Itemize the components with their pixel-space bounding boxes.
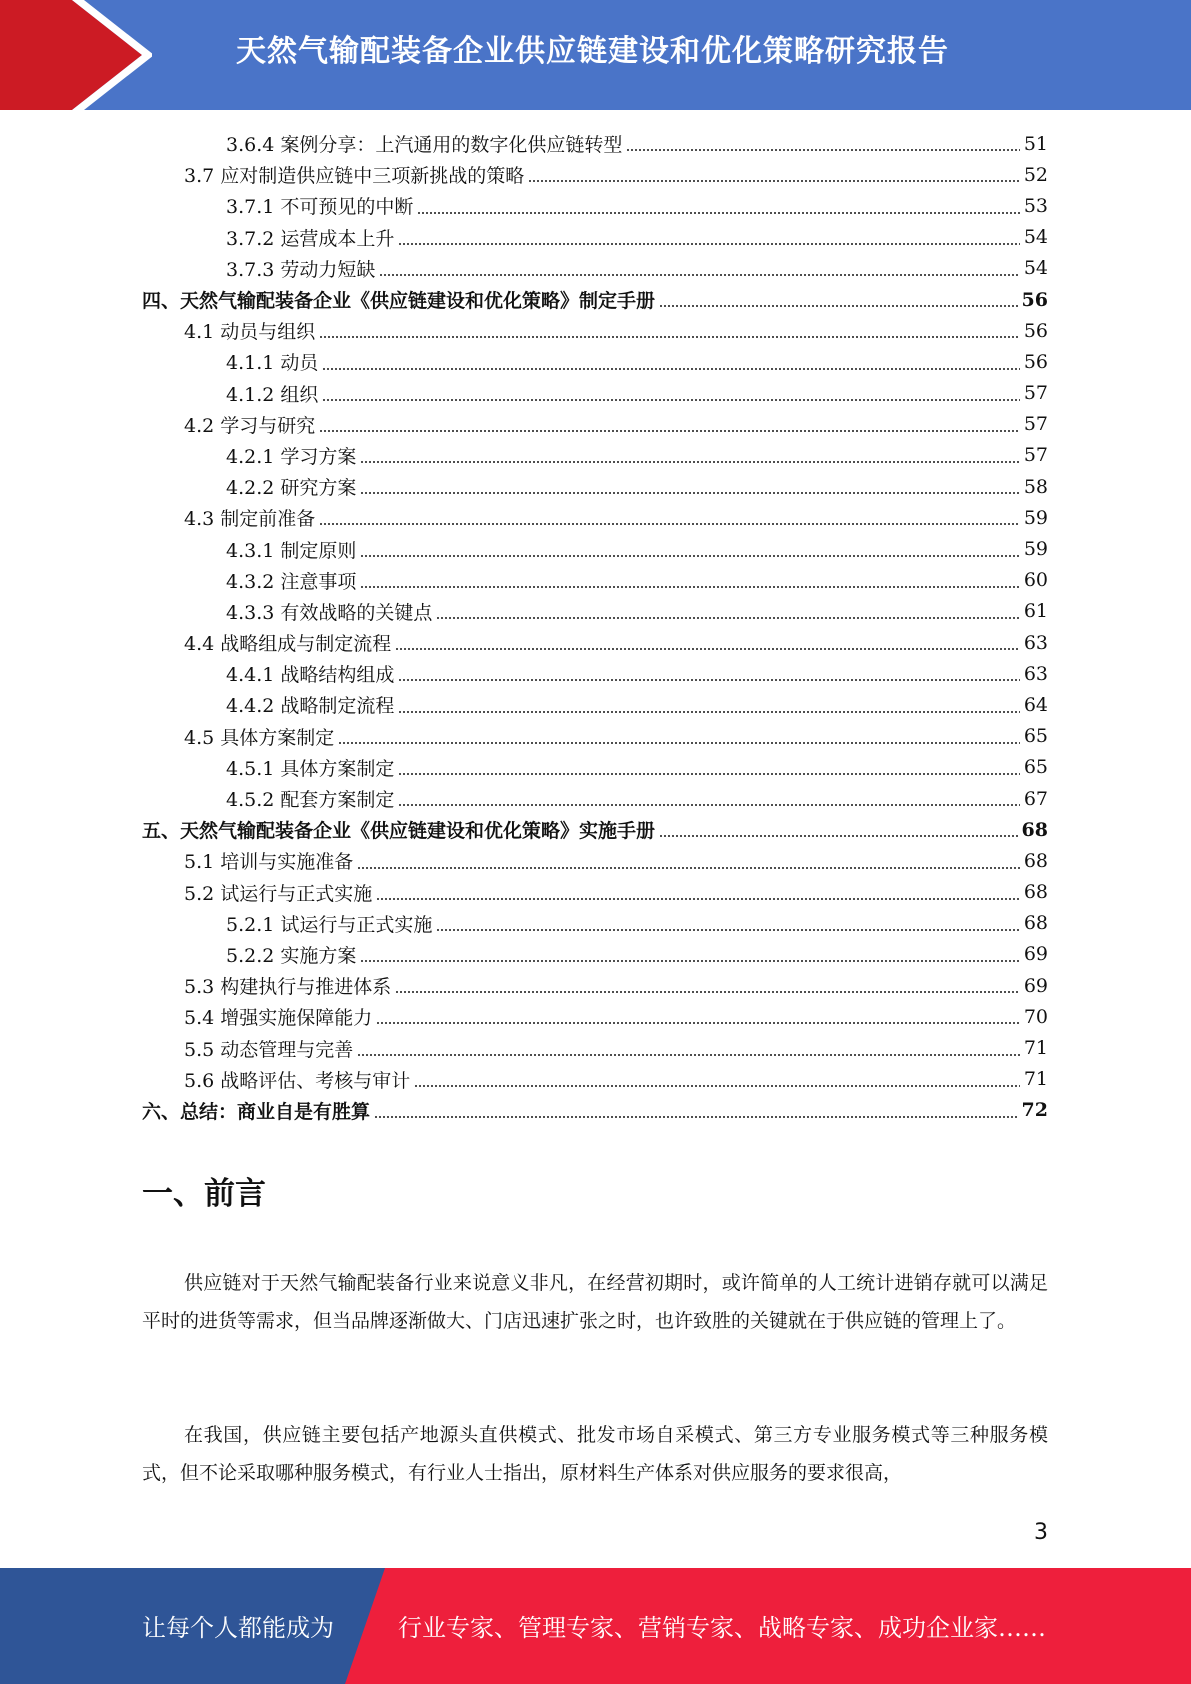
toc-entry-page: 51 bbox=[1023, 132, 1048, 155]
toc-entry-label: 4.5.1 具体方案制定 bbox=[226, 754, 396, 781]
toc-leader-dots bbox=[338, 742, 1020, 744]
toc-entry-page: 63 bbox=[1023, 662, 1048, 685]
toc-entry-page: 70 bbox=[1023, 1005, 1048, 1028]
toc-entry[interactable] bbox=[142, 502, 1048, 533]
toc-entry[interactable] bbox=[142, 159, 1048, 190]
toc-entry[interactable] bbox=[142, 190, 1048, 221]
toc-entry-label: 4.3.2 注意事项 bbox=[226, 567, 358, 594]
toc-entry[interactable] bbox=[142, 658, 1048, 689]
toc-leader-dots bbox=[414, 1085, 1020, 1087]
table-of-contents bbox=[142, 128, 1048, 1126]
toc-entry-page: 71 bbox=[1023, 1037, 1048, 1060]
toc-leader-dots bbox=[322, 399, 1019, 401]
toc-leader-dots bbox=[398, 711, 1019, 713]
toc-leader-dots bbox=[376, 898, 1020, 900]
toc-leader-dots bbox=[398, 243, 1019, 245]
toc-entry-page: 68 bbox=[1021, 818, 1048, 841]
toc-entry-label: 4.3.3 有效战略的关键点 bbox=[226, 598, 434, 625]
toc-leader-dots bbox=[376, 1022, 1020, 1024]
toc-entry[interactable] bbox=[142, 471, 1048, 502]
toc-entry-page: 61 bbox=[1023, 600, 1048, 623]
toc-leader-dots bbox=[357, 867, 1020, 869]
toc-entry-label: 4.1.2 组织 bbox=[226, 380, 320, 407]
toc-leader-dots bbox=[319, 430, 1020, 432]
toc-leader-dots bbox=[398, 773, 1019, 775]
toc-entry-page: 69 bbox=[1023, 943, 1048, 966]
toc-entry[interactable] bbox=[142, 814, 1048, 845]
toc-entry[interactable] bbox=[142, 1032, 1048, 1063]
toc-entry-page: 56 bbox=[1021, 288, 1048, 311]
toc-entry-label: 四、天然气输配装备企业《供应链建设和优化策略》制定手册 bbox=[142, 286, 657, 313]
toc-entry-page: 72 bbox=[1021, 1099, 1048, 1122]
toc-entry[interactable] bbox=[142, 1095, 1048, 1126]
toc-leader-dots bbox=[360, 492, 1019, 494]
toc-entry-label: 3.7.1 不可预见的中断 bbox=[226, 192, 415, 219]
toc-entry-label: 六、总结：商业自是有胜算 bbox=[142, 1097, 372, 1124]
toc-entry-page: 54 bbox=[1023, 226, 1048, 249]
toc-leader-dots bbox=[436, 929, 1019, 931]
toc-entry[interactable] bbox=[142, 845, 1048, 876]
toc-leader-dots bbox=[360, 555, 1019, 557]
toc-leader-dots bbox=[395, 991, 1020, 993]
toc-entry-label: 4.4.1 战略结构组成 bbox=[226, 660, 396, 687]
toc-entry[interactable] bbox=[142, 409, 1048, 440]
paragraph-2: 在我国，供应链主要包括产地源头直供模式、批发市场自采模式、第三方专业服务模式等三种服务模式，但不论采取哪种服务模式，有行业人士指出，原材料生产体系对供应服务的要求很高， bbox=[142, 1424, 1048, 1484]
toc-entry[interactable] bbox=[142, 1001, 1048, 1032]
toc-leader-dots bbox=[374, 1116, 1018, 1118]
toc-entry-label: 4.1 动员与组织 bbox=[184, 317, 317, 344]
toc-entry[interactable] bbox=[142, 284, 1048, 315]
toc-entry-page: 57 bbox=[1023, 444, 1048, 467]
toc-leader-dots bbox=[319, 336, 1020, 338]
toc-entry-label: 4.2.1 学习方案 bbox=[226, 442, 358, 469]
toc-entry-page: 59 bbox=[1023, 538, 1048, 561]
toc-entry-page: 63 bbox=[1023, 631, 1048, 654]
toc-entry[interactable] bbox=[142, 689, 1048, 720]
toc-entry[interactable] bbox=[142, 565, 1048, 596]
toc-entry-page: 65 bbox=[1023, 725, 1048, 748]
toc-entry-page: 68 bbox=[1023, 912, 1048, 935]
toc-entry-label: 五、天然气输配装备企业《供应链建设和优化策略》实施手册 bbox=[142, 816, 657, 843]
header-chevron-icon bbox=[62, 0, 152, 110]
toc-entry-page: 56 bbox=[1023, 350, 1048, 373]
page-footer bbox=[0, 1568, 1191, 1684]
toc-entry-page: 54 bbox=[1023, 257, 1048, 280]
header-title: 天然气输配装备企业供应链建设和优化策略研究报告 bbox=[236, 34, 949, 69]
toc-leader-dots bbox=[528, 180, 1020, 182]
toc-leader-dots bbox=[659, 835, 1018, 837]
toc-entry-label: 3.7.3 劳动力短缺 bbox=[226, 255, 377, 282]
toc-entry[interactable] bbox=[142, 222, 1048, 253]
toc-leader-dots bbox=[357, 1054, 1020, 1056]
toc-entry-label: 4.4.2 战略制定流程 bbox=[226, 691, 396, 718]
toc-leader-dots bbox=[398, 679, 1019, 681]
toc-entry-page: 57 bbox=[1023, 413, 1048, 436]
toc-entry[interactable] bbox=[142, 253, 1048, 284]
toc-leader-dots bbox=[360, 461, 1019, 463]
footer-slogan-right: 行业专家、管理专家、营销专家、战略专家、成功企业家…… bbox=[398, 1614, 1046, 1642]
toc-entry-label: 5.5 动态管理与完善 bbox=[184, 1035, 355, 1062]
toc-entry[interactable] bbox=[142, 783, 1048, 814]
toc-entry-label: 3.6.4 案例分享：上汽通用的数字化供应链转型 bbox=[226, 130, 624, 157]
toc-leader-dots bbox=[379, 274, 1019, 276]
toc-entry-label: 4.2.2 研究方案 bbox=[226, 473, 358, 500]
toc-entry[interactable] bbox=[142, 346, 1048, 377]
toc-entry[interactable] bbox=[142, 533, 1048, 564]
toc-entry[interactable] bbox=[142, 752, 1048, 783]
toc-entry-label: 5.2 试运行与正式实施 bbox=[184, 879, 374, 906]
toc-entry-page: 69 bbox=[1023, 974, 1048, 997]
toc-entry-page: 57 bbox=[1023, 382, 1048, 405]
toc-leader-dots bbox=[436, 617, 1019, 619]
toc-entry-page: 52 bbox=[1023, 163, 1048, 186]
toc-leader-dots bbox=[398, 804, 1019, 806]
toc-entry-label: 4.5.2 配套方案制定 bbox=[226, 785, 396, 812]
toc-entry[interactable] bbox=[142, 721, 1048, 752]
toc-entry-page: 59 bbox=[1023, 506, 1048, 529]
toc-entry[interactable] bbox=[142, 1064, 1048, 1095]
toc-entry[interactable] bbox=[142, 627, 1048, 658]
toc-entry[interactable] bbox=[142, 596, 1048, 627]
toc-entry-page: 64 bbox=[1023, 693, 1048, 716]
toc-leader-dots bbox=[395, 648, 1020, 650]
toc-entry[interactable] bbox=[142, 877, 1048, 908]
toc-entry-label: 5.2.2 实施方案 bbox=[226, 941, 358, 968]
toc-entry-page: 68 bbox=[1023, 849, 1048, 872]
toc-entry-label: 4.4 战略组成与制定流程 bbox=[184, 629, 393, 656]
section-title: 一、前言 bbox=[142, 1176, 266, 1212]
toc-entry[interactable] bbox=[142, 128, 1048, 159]
toc-entry[interactable] bbox=[142, 939, 1048, 970]
toc-entry-label: 5.3 构建执行与推进体系 bbox=[184, 972, 393, 999]
toc-leader-dots bbox=[319, 523, 1020, 525]
toc-entry-label: 4.1.1 动员 bbox=[226, 348, 320, 375]
toc-entry-label: 4.3.1 制定原则 bbox=[226, 536, 358, 563]
toc-entry-label: 3.7.2 运营成本上升 bbox=[226, 224, 396, 251]
toc-entry-page: 71 bbox=[1023, 1068, 1048, 1091]
toc-entry[interactable] bbox=[142, 970, 1048, 1001]
toc-entry-label: 3.7 应对制造供应链中三项新挑战的策略 bbox=[184, 161, 526, 188]
toc-entry-page: 58 bbox=[1023, 475, 1048, 498]
toc-entry[interactable] bbox=[142, 378, 1048, 409]
page-header bbox=[0, 0, 1191, 110]
toc-leader-dots bbox=[360, 960, 1019, 962]
toc-entry-label: 5.4 增强实施保障能力 bbox=[184, 1003, 374, 1030]
toc-leader-dots bbox=[626, 149, 1019, 151]
toc-entry-page: 68 bbox=[1023, 881, 1048, 904]
paragraph-1: 供应链对于天然气输配装备行业来说意义非凡，在经营初期时，或许简单的人工统计进销存就可以满足平时的进货等需求，但当品牌逐渐做大、门店迅速扩张之时，也许致胜的关键就在于供应链的管理上了。 bbox=[142, 1272, 1048, 1332]
toc-entry[interactable] bbox=[142, 315, 1048, 346]
toc-leader-dots bbox=[417, 212, 1019, 214]
toc-entry-page: 67 bbox=[1023, 787, 1048, 810]
toc-entry-label: 5.2.1 试运行与正式实施 bbox=[226, 910, 434, 937]
footer-slogan-left: 让每个人都能成为 bbox=[142, 1614, 334, 1642]
toc-entry[interactable] bbox=[142, 440, 1048, 471]
toc-entry-label: 5.1 培训与实施准备 bbox=[184, 847, 355, 874]
toc-entry-page: 60 bbox=[1023, 569, 1048, 592]
toc-entry-page: 56 bbox=[1023, 319, 1048, 342]
toc-entry-label: 4.3 制定前准备 bbox=[184, 504, 317, 531]
toc-entry-label: 5.6 战略评估、考核与审计 bbox=[184, 1066, 412, 1093]
toc-entry-label: 4.5 具体方案制定 bbox=[184, 723, 336, 750]
toc-entry-page: 53 bbox=[1023, 194, 1048, 217]
toc-entry-page: 65 bbox=[1023, 756, 1048, 779]
page-number: 3 bbox=[1034, 1520, 1048, 1545]
toc-leader-dots bbox=[659, 305, 1018, 307]
toc-entry[interactable] bbox=[142, 908, 1048, 939]
toc-entry-label: 4.2 学习与研究 bbox=[184, 411, 317, 438]
toc-leader-dots bbox=[322, 368, 1019, 370]
toc-leader-dots bbox=[360, 586, 1019, 588]
